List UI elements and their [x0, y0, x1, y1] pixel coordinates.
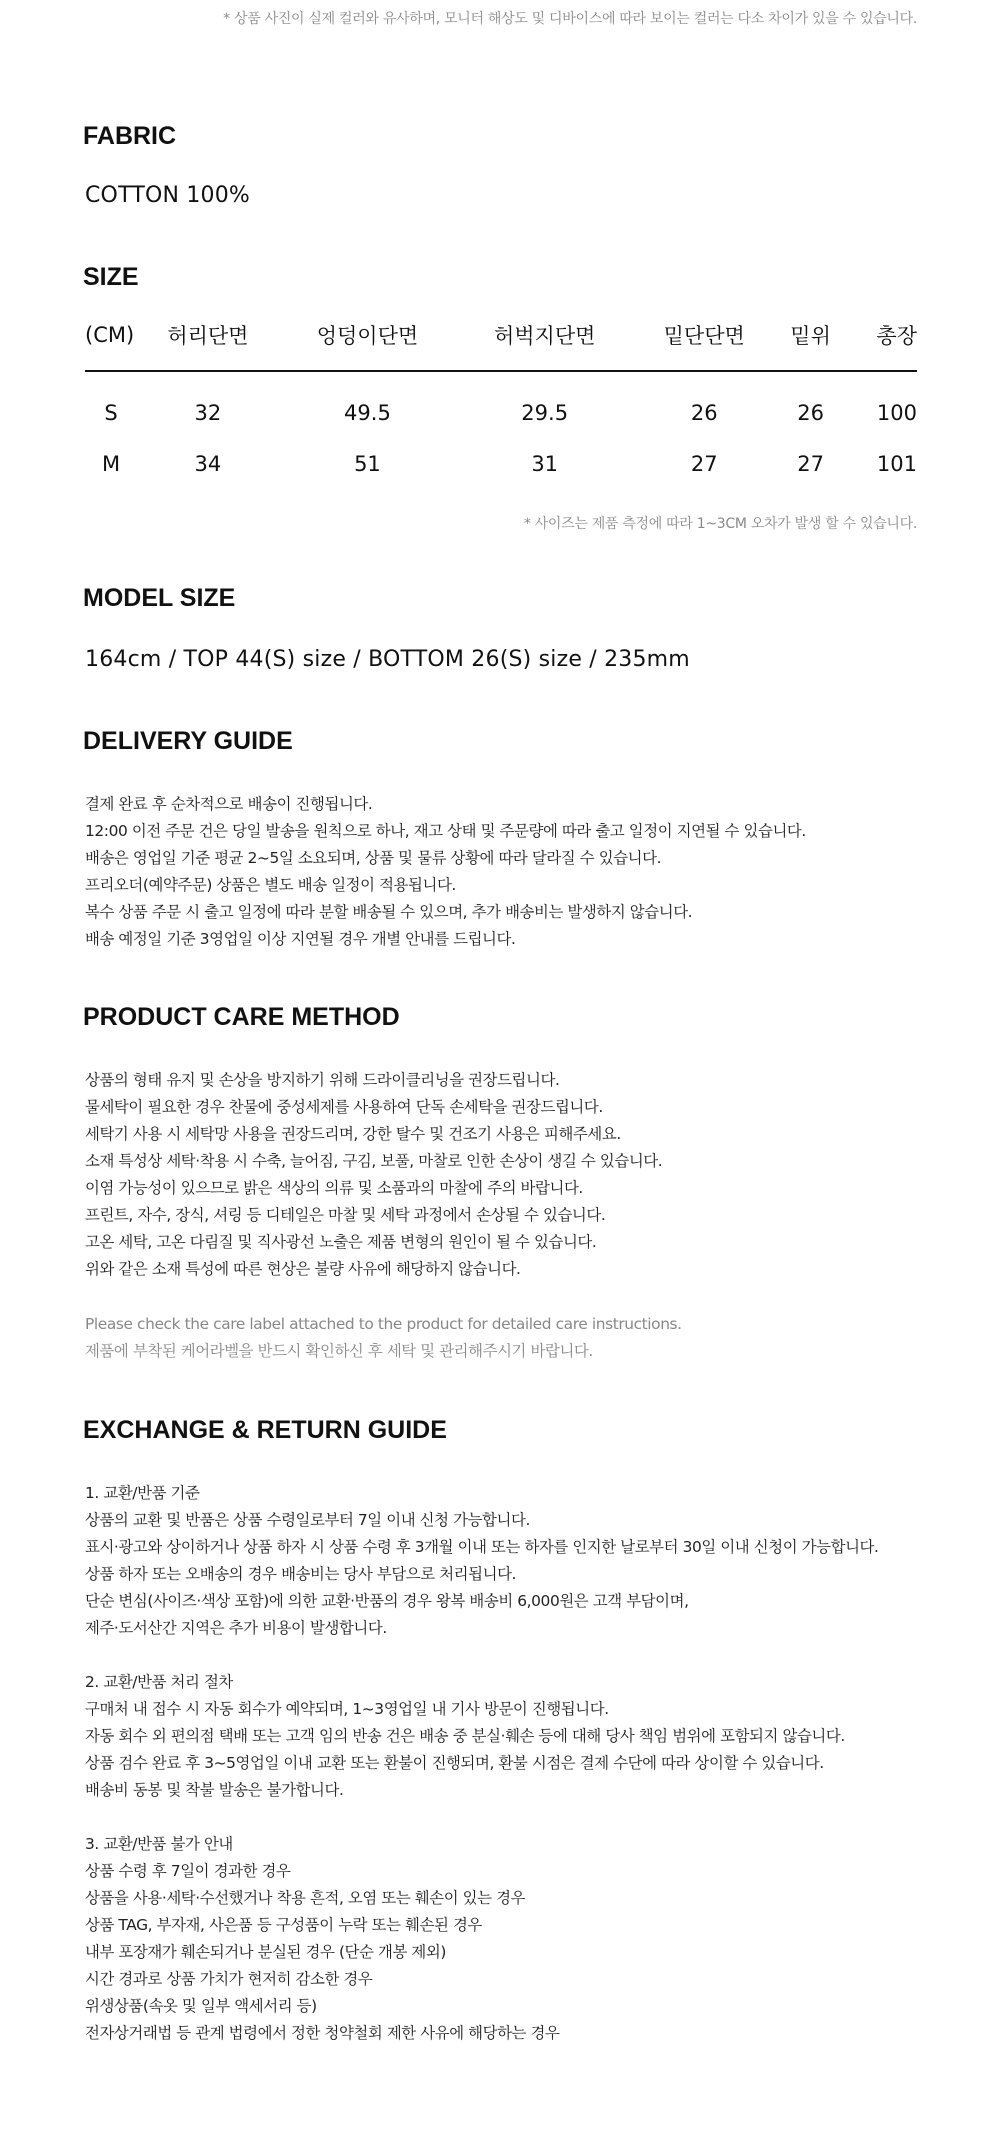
list-item: 상품을 사용·세탁·수선했거나 착용 흔적, 오염 또는 훼손이 있는 경우 [85, 1889, 526, 1907]
list-item: 물세탁이 필요한 경우 찬물에 중성세제를 사용하여 단독 손세탁을 권장드립니다. [85, 1098, 603, 1116]
table-row [85, 371, 917, 438]
list-item: 고온 세탁, 고온 다림질 및 직사광선 노출은 제품 변형의 원인이 될 수 있습니다. [85, 1233, 597, 1251]
header-hip: 엉덩이단면 [279, 312, 456, 371]
fabric-value: COTTON 100% [85, 183, 251, 208]
list-item: 결제 완료 후 순차적으로 배송이 진행됩니다. [85, 795, 373, 813]
size-cell: 51 [354, 452, 381, 476]
list-item: 배송은 영업일 기준 평균 2~5일 소요되며, 상품 및 물류 상황에 따라 달라질 수 있습니다. [85, 849, 662, 867]
size-notice: * 사이즈는 제품 측정에 따라 1~3CM 오차가 발생 할 수 있습니다. [523, 516, 917, 532]
care-label-notice [85, 1311, 682, 1365]
color-notice: * 상품 사진이 실제 컬러와 유사하며, 모니터 해상도 및 디바이스에 따라 보이는 컬러는 다소 차이가 있을 수 있습니다. [223, 11, 917, 27]
list-item: 이염 가능성이 있으므로 밝은 색상의 의류 및 소품과의 마찰에 주의 바랍니다. [85, 1179, 583, 1197]
size-cell: 26 [797, 401, 824, 425]
list-item: 상품의 형태 유지 및 손상을 방지하기 위해 드라이클리닝을 권장드립니다. [85, 1071, 560, 1089]
list-item: 전자상거래법 등 관계 법령에서 정한 청약철회 제한 사유에 해당하는 경우 [85, 2024, 560, 2042]
size-cell: 27 [797, 452, 824, 476]
list-item: 3. 교환/반품 불가 안내 [85, 1835, 233, 1853]
list-item: 복수 상품 주문 시 출고 일정에 따라 분할 배송될 수 있으며, 추가 배송비는 발생하지 않습니다. [85, 903, 693, 921]
size-label: M [101, 452, 121, 476]
size-cell: 29.5 [521, 401, 569, 425]
list-item [85, 1642, 879, 1669]
care-method-text [85, 1067, 662, 1283]
size-cell: 34 [194, 452, 222, 476]
size-cell: 26 [690, 401, 718, 425]
header-cm: (CM) [85, 312, 137, 371]
header-waist: 허리단면 [137, 312, 279, 371]
list-item: 제품에 부착된 케어라벨을 반드시 확인하신 후 세탁 및 관리해주시기 바랍니다. [85, 1342, 593, 1360]
list-item: 표시·광고와 상이하거나 상품 하자 시 상품 수령 후 3개월 이내 또는 하자를 인지한 날로부터 30일 이내 신청이 가능합니다. [85, 1538, 879, 1556]
list-item: 시간 경과로 상품 가치가 현저히 감소한 경우 [85, 1970, 373, 1988]
exchange-return-text [85, 1480, 879, 2047]
size-cell: 31 [531, 452, 559, 476]
list-item: 상품 TAG, 부자재, 사은품 등 구성품이 누락 또는 훼손된 경우 [85, 1916, 482, 1934]
header-length: 총장 [846, 312, 917, 371]
size-cell: 101 [876, 452, 917, 476]
header-hem: 밑단단면 [633, 312, 775, 371]
list-item: 프린트, 자수, 장식, 셔링 등 디테일은 마찰 및 세탁 과정에서 손상될 수 있습니다. [85, 1206, 606, 1224]
model-size-value: 164cm / TOP 44(S) size / BOTTOM 26(S) size / 235mm [85, 647, 690, 672]
list-item: 소재 특성상 세탁·착용 시 수축, 늘어짐, 구김, 보풀, 마찰로 인한 손상이 생길 수 있습니다. [85, 1152, 663, 1170]
list-item: 내부 포장재가 훼손되거나 분실된 경우 (단순 개봉 제외) [85, 1943, 446, 1961]
list-item: Please check the care label attached to the product for detailed care instructions. [85, 1315, 682, 1333]
list-item: 자동 회수 외 편의점 택배 또는 고객 임의 반송 건은 배송 중 분실·훼손 등에 대해 당사 책임 범위에 포함되지 않습니다. [85, 1727, 845, 1745]
list-item: 프리오더(예약주문) 상품은 별도 배송 일정이 적용됩니다. [85, 876, 456, 894]
size-cell: 27 [690, 452, 718, 476]
size-cell: 32 [194, 401, 222, 425]
list-item: 배송 예정일 기준 3영업일 이상 지연될 경우 개별 안내를 드립니다. [85, 930, 516, 948]
list-item: 위생상품(속옷 및 일부 액세서리 등) [85, 1997, 317, 2015]
list-item: 상품 수령 후 7일이 경과한 경우 [85, 1862, 291, 1880]
list-item: 2. 교환/반품 처리 절차 [85, 1673, 233, 1691]
delivery-guide-text [85, 791, 806, 953]
size-table [85, 312, 917, 490]
header-rise: 밑위 [775, 312, 846, 371]
exchange-return-title: EXCHANGE & RETURN GUIDE [83, 1416, 447, 1444]
list-item: 위와 같은 소재 특성에 따른 현상은 불량 사유에 해당하지 않습니다. [85, 1260, 521, 1278]
list-item [85, 1804, 879, 1831]
size-cell: 49.5 [344, 401, 391, 425]
list-item: 구매처 내 접수 시 자동 회수가 예약되며, 1~3영업일 내 기사 방문이 진행됩니다. [85, 1700, 609, 1718]
header-thigh: 허벅지단면 [456, 312, 633, 371]
size-label: S [104, 401, 118, 425]
fabric-title: FABRIC [83, 122, 177, 150]
list-item: 상품의 교환 및 반품은 상품 수령일로부터 7일 이내 신청 가능합니다. [85, 1511, 530, 1529]
care-method-title: PRODUCT CARE METHOD [83, 1003, 400, 1031]
list-item: 12:00 이전 주문 건은 당일 발송을 원칙으로 하나, 재고 상태 및 주문량에 따라 출고 일정이 지연될 수 있습니다. [85, 822, 806, 840]
delivery-guide-title: DELIVERY GUIDE [83, 727, 293, 755]
list-item: 상품 하자 또는 오배송의 경우 배송비는 당사 부담으로 처리됩니다. [85, 1565, 517, 1583]
table-row [85, 438, 917, 490]
list-item: 단순 변심(사이즈·색상 포함)에 의한 교환·반품의 경우 왕복 배송비 6,000원은 고객 부담이며, [85, 1592, 689, 1610]
size-cell: 100 [876, 401, 917, 425]
model-size-title: MODEL SIZE [83, 584, 236, 612]
list-item: 제주·도서산간 지역은 추가 비용이 발생합니다. [85, 1619, 387, 1637]
size-table-header [85, 312, 917, 371]
list-item: 세탁기 사용 시 세탁망 사용을 권장드리며, 강한 탈수 및 건조기 사용은 피해주세요. [85, 1125, 621, 1143]
list-item: 상품 검수 완료 후 3~5영업일 이내 교환 또는 환불이 진행되며, 환불 시점은 결제 수단에 따라 상이할 수 있습니다. [85, 1754, 824, 1772]
list-item: 1. 교환/반품 기준 [85, 1484, 200, 1502]
list-item: 배송비 동봉 및 착불 발송은 불가합니다. [85, 1781, 344, 1799]
size-title: SIZE [83, 263, 139, 291]
